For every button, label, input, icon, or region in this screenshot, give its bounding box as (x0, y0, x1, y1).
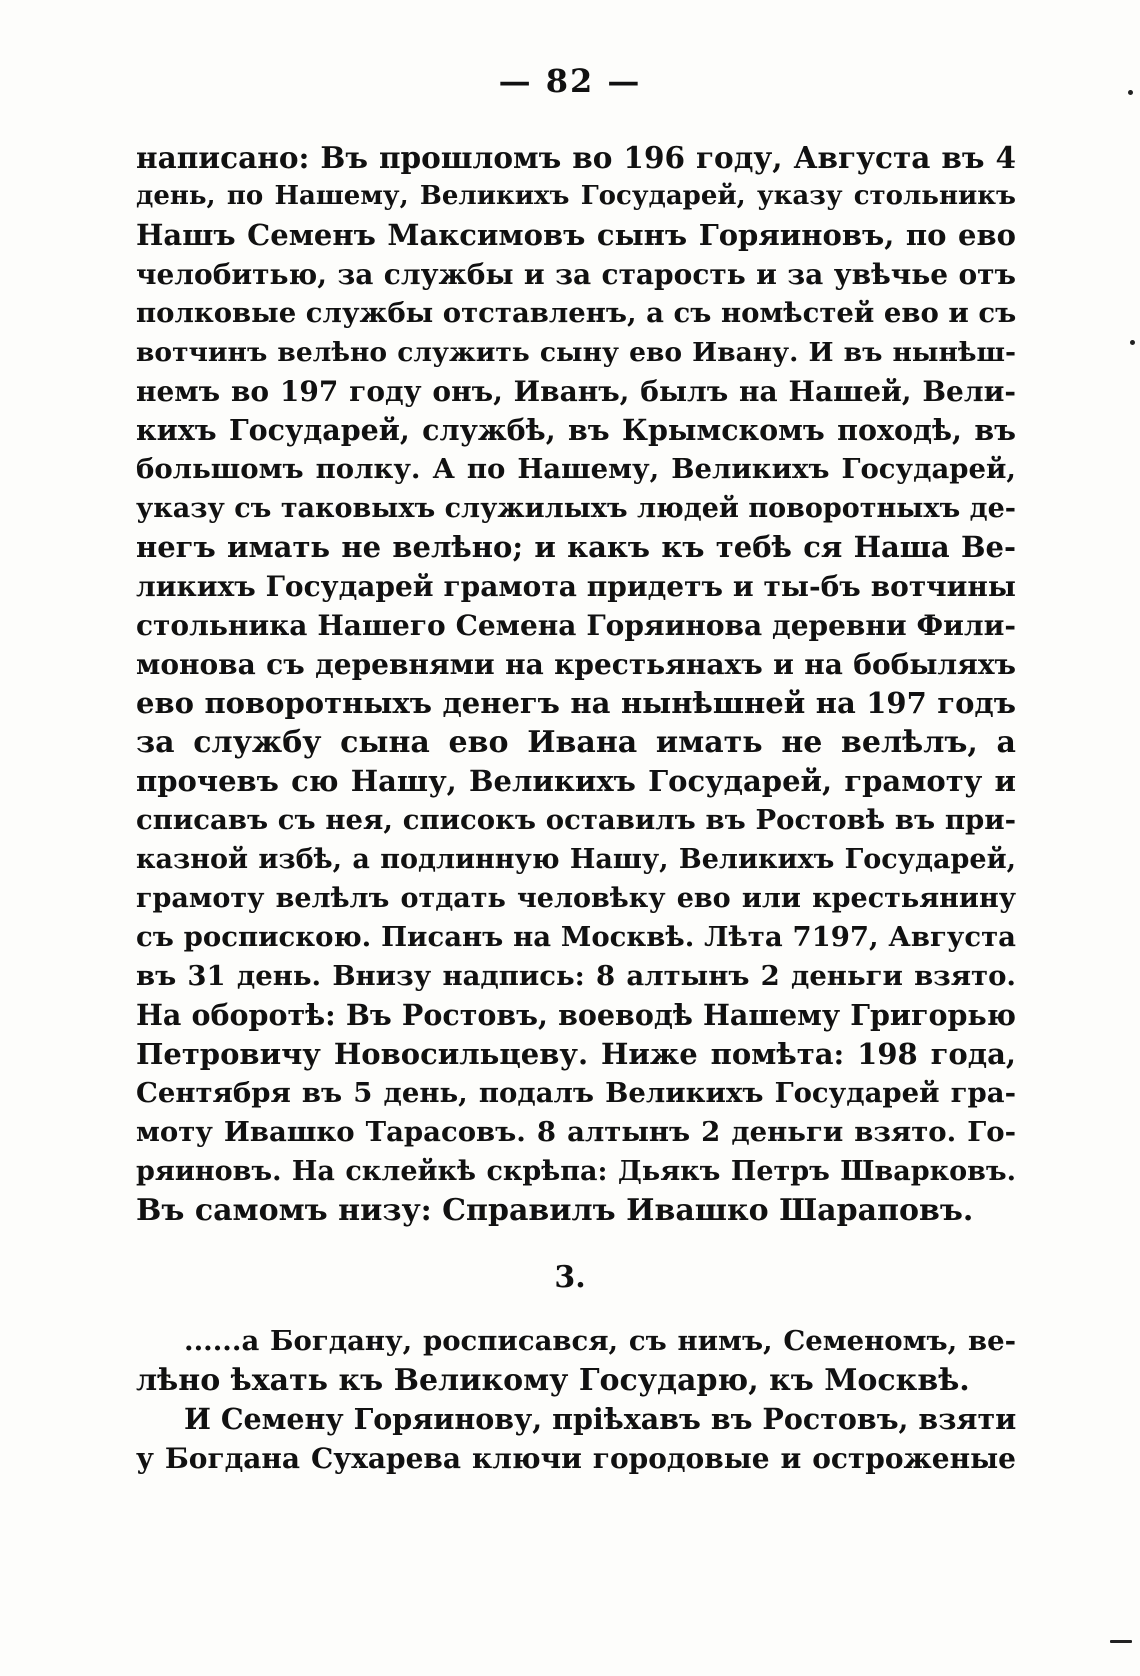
text-line: ряиновъ. На склейкѣ скрѣпа: Дьякъ Петръ Шварковъ. (136, 1156, 1016, 1187)
text-line: прочевъ сю Нашу, Великихъ Государей, грамоту и (136, 764, 1016, 798)
text-line: ево поворотныхъ денегъ на нынѣшней на 197 годъ (136, 686, 1016, 720)
text-line: кихъ Государей, службѣ, въ Крымскомъ походѣ, въ (136, 413, 1016, 447)
text-line: Нашъ Семенъ Максимовъ сынъ Горяиновъ, по ево (136, 218, 1016, 252)
text-line: грамоту велѣлъ отдать человѣку ево или крестьянину (136, 883, 1016, 914)
text-line: указу съ таковыхъ служилыхъ людей поворотныхъ де- (136, 493, 1016, 524)
text-line: И Семену Горяинову, пріѣхавъ въ Ростовъ, взяти (184, 1402, 1017, 1436)
text-line: лѣно ѣхать къ Великому Государю, къ Москвѣ. (136, 1363, 970, 1398)
text-line: Въ самомъ низу: Справилъ Ивашко Шараповъ. (136, 1193, 974, 1228)
text-line: списавъ съ нея, списокъ оставилъ въ Ростовѣ въ при- (136, 804, 1016, 836)
text-line: ......а Богдану, росписався, съ нимъ, Семеномъ, ве- (184, 1325, 1016, 1357)
text-line: стольника Нашего Семена Горяинова деревни Фили- (136, 609, 1016, 642)
text-line: Сентября въ 5 день, подалъ Великихъ Государей гра- (136, 1077, 1016, 1109)
text-line: ликихъ Государей грамота придетъ и ты-бъ вотчины (136, 570, 1016, 603)
scan-speck (1128, 90, 1133, 95)
section-number: 3. (554, 1260, 586, 1295)
scan-speck (1130, 340, 1135, 345)
page-number: — 82 — (498, 62, 642, 100)
text-line: казной избѣ, а подлинную Нашу, Великихъ Государей, (136, 844, 1016, 875)
text-line: челобитью, за службы и за старость и за увѣчье отъ (136, 258, 1016, 291)
text-line: написано: Въ прошломъ во 196 году, Августа въ 4 (136, 140, 1016, 175)
text-line: монова съ деревнями на крестьянахъ и на бобыляхъ (136, 648, 1016, 681)
text-line: негъ имать не велѣно; и какъ къ тебѣ ся Наша Ве- (136, 530, 1016, 564)
text-line: съ роспискою. Писанъ на Москвѣ. Лѣта 7197, Августа (136, 921, 1016, 953)
text-line: за службу сына ево Ивана имать не велѣлъ, а (136, 725, 1016, 760)
text-line: день, по Нашему, Великихъ Государей, указу стольникъ (136, 181, 1016, 211)
scan-speck (1110, 1640, 1132, 1643)
text-line: На оборотѣ: Въ Ростовъ, воеводѣ Нашему Григорью (136, 998, 1016, 1032)
text-line: въ 31 день. Внизу надпись: 8 алтынъ 2 деньги взято. (136, 960, 1016, 992)
text-line: полковые службы отставленъ, а съ номѣстей ево и съ (136, 297, 1017, 329)
text-line: у Богдана Сухарева ключи городовые и остроженые (136, 1442, 1016, 1475)
text-line: Петровичу Новосильцеву. Ниже помѣта: 198 года, (136, 1037, 1016, 1071)
text-line: моту Ивашко Тарасовъ. 8 алтынъ 2 деньги взято. Го- (136, 1116, 1016, 1148)
text-line: вотчинъ велѣно служить сыну ево Ивану. И въ нынѣш- (136, 337, 1016, 368)
main-text (136, 138, 1016, 1230)
section-text (136, 1322, 1016, 1478)
text-line: большомъ полку. А по Нашему, Великихъ Государей, (136, 453, 1016, 485)
text-line: немъ во 197 году онъ, Иванъ, былъ на Нашей, Вели- (136, 375, 1016, 408)
